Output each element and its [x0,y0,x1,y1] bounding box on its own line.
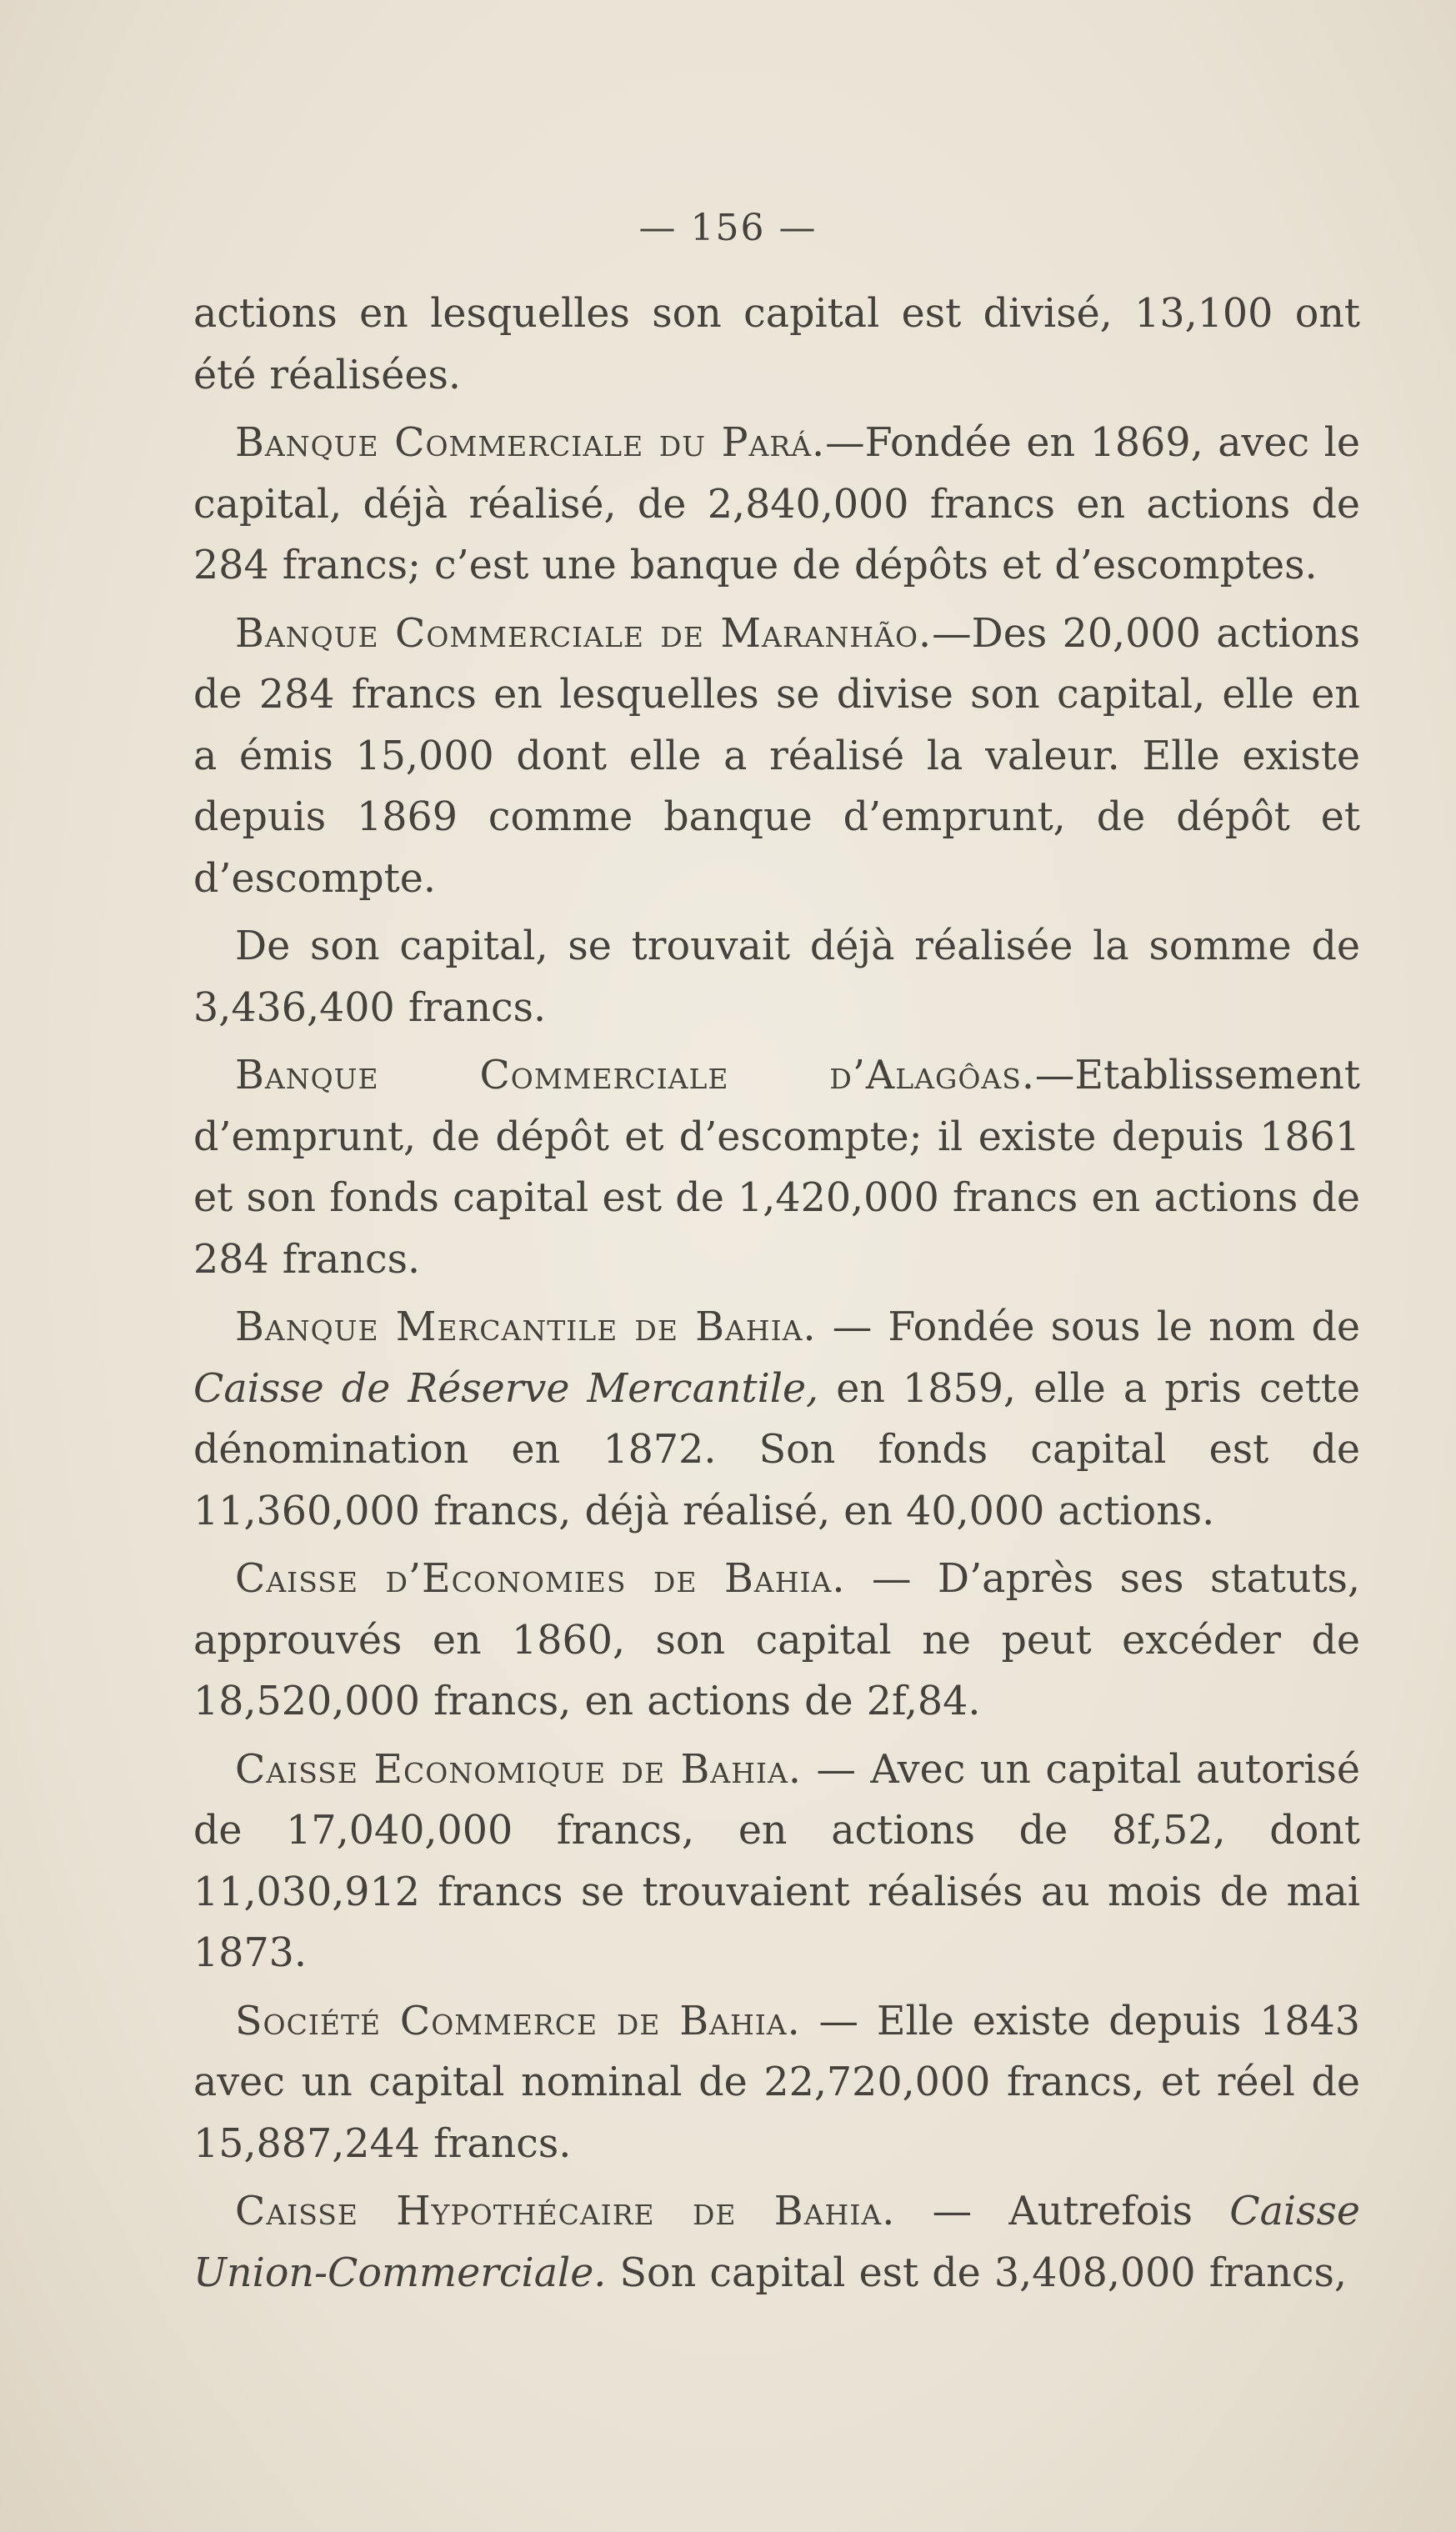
paragraph-maranhao-capital [193,916,1360,1038]
paragraph-heading: Banque Commerciale de Maranhão. [235,610,933,657]
paragraph-text: —Fondée en 1869, avec le capital, déjà réalisé, de 2,840,000 francs en actions de 284 francs; c’est une banque de dépôts et d’escomptes. [193,420,1360,588]
paragraph-italic-name: Caisse Union-Commerciale. [193,2189,1360,2296]
paragraph-text: — Elle existe depuis 1843 avec un capital nominal de 22,720,000 francs, et réel de 15,887,244 francs. [193,1998,1360,2167]
paragraph-banque-mercantile-bahia [193,1297,1360,1542]
paragraph-text: —Des 20,000 actions de 284 francs en lesquelles se divise son capital, elle en a émis 15,000 dont elle a réalisé la valeur. Elle existe depuis 1869 comme banque d’emprunt, de dépôt et d’escompte. [193,610,1360,902]
paragraph-heading: Caisse d’Economies de Bahia. [235,1556,846,1602]
paragraph-caisse-hypothecaire [193,2181,1360,2304]
paragraph-text: De son capital, se trouvait déjà réalisée la somme de 3,436,400 francs. [193,923,1360,1031]
paragraph-heading: Société Commerce de Bahia. [235,1998,801,2044]
paragraph-heading: Caisse Economique de Bahia. [235,1746,803,1793]
page-number: — 156 — [638,207,818,249]
body-text [193,283,1360,2310]
paragraph-text: —Etablissement d’emprunt, de dépôt et d’escompte; il existe depuis 1861 et son fonds capital est de 1,420,000 francs en actions de 284 francs. [193,1053,1360,1283]
paragraph-banque-alagoas [193,1045,1360,1290]
paragraph-text: actions en lesquelles son capital est divisé, 13,100 ont été réalisées. [193,291,1360,398]
paragraph-text: en 1859, elle a pris cette dénomination en 1872. Son fonds capital est de 11,360,000 francs, déjà réalisé, en 40,000 actions. [193,1365,1360,1534]
paragraph-text: Son capital est de 3,408,000 francs, [606,2249,1347,2296]
paragraph-caisse-economies [193,1549,1360,1733]
paragraph-text: — Fondée sous le nom de [816,1304,1360,1350]
paragraph-heading: Banque Commerciale d’Alagôas. [235,1053,1035,1098]
paragraph-heading: Banque Mercantile de Bahia. [235,1304,817,1350]
paragraph-societe-commerce [193,1991,1360,2175]
paragraph-banque-para [193,413,1360,597]
paragraph-text: — D’après ses statuts, approuvés en 1860, son capital ne peut excéder de 18,520,000 francs, en actions de 2f,84. [193,1556,1361,1724]
paragraph-heading: Caisse Hypothécaire de Bahia. [235,2189,896,2234]
paragraph-heading: Banque Commerciale du Pará. [235,420,826,466]
paragraph-banque-maranhao [193,603,1360,910]
paragraph-text: — Autrefois [895,2189,1230,2234]
paragraph-caisse-economique [193,1739,1360,1984]
paragraph-continuation [193,283,1360,406]
paragraph-italic-name: Caisse de Réserve Mercantile, [193,1365,819,1412]
paragraph-text: — Avec un capital autorisé de 17,040,000 francs, en actions de 8f,52, dont 11,030,912 francs se trouvaient réalisés au mois de mai 1873. [193,1746,1360,1976]
